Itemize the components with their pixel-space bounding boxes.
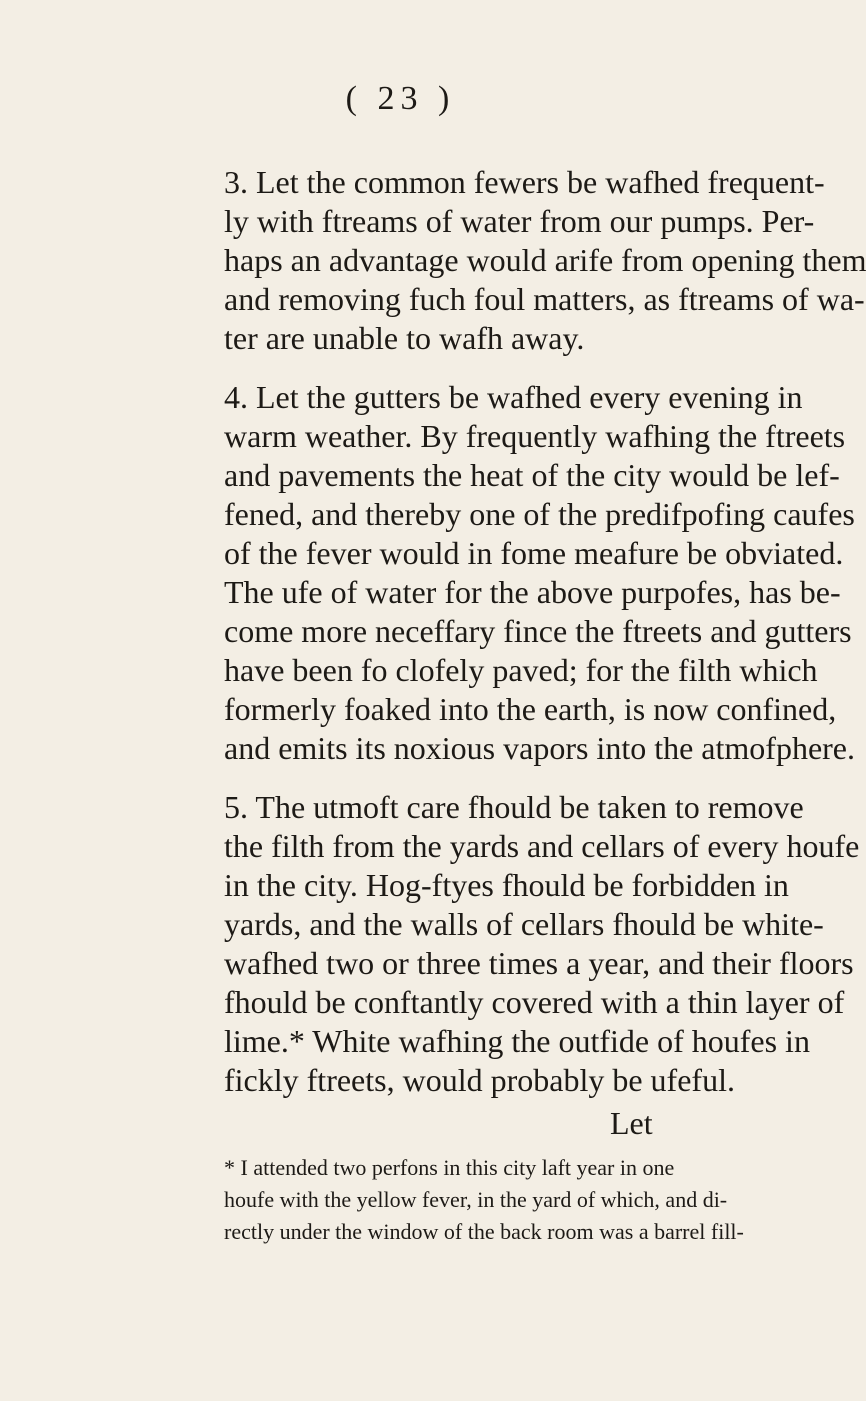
text-line: and pavements the heat of the city would be lef-	[224, 457, 840, 493]
text-line: 5. The utmoft care fhould be taken to remove	[224, 789, 804, 825]
text-line: warm weather. By frequently wafhing the ftreets	[224, 418, 846, 454]
text-line: lime.* White wafhing the outfide of houfes in	[224, 1023, 810, 1059]
text-line: of the fever would in fome meafure be obviated.	[224, 535, 844, 571]
text-line: ly with ftreams of water from our pumps. Per-	[224, 203, 815, 239]
footnote-line: houfe with the yellow fever, in the yard of which, and di-	[224, 1187, 728, 1212]
catchword: Let	[610, 1105, 653, 1141]
text-line: fened, and thereby one of the predifpofing caufes	[224, 496, 855, 532]
text-line: haps an advantage would arife from opening them	[224, 242, 866, 278]
text-line: and removing fuch foul matters, as ftreams of wa-	[224, 281, 865, 317]
text-line: come more neceffary fince the ftreets and gutters	[224, 613, 852, 649]
text-line: The ufe of water for the above purpofes, has be-	[224, 574, 841, 610]
text-line: formerly foaked into the earth, is now confined,	[224, 691, 837, 727]
text-line: fickly ftreets, would probably be ufeful.	[224, 1062, 735, 1098]
text-line: 3. Let the common fewers be wafhed frequent-	[224, 164, 825, 200]
footnote-line: rectly under the window of the back room was a barrel fill-	[224, 1219, 744, 1244]
text-line: ter are unable to wafh away.	[224, 320, 585, 356]
text-line: have been fo clofely paved; for the filth which	[224, 652, 818, 688]
page-number: ( 23 )	[345, 80, 456, 117]
text-line: 4. Let the gutters be wafhed every evening in	[224, 379, 803, 415]
text-line: the filth from the yards and cellars of every houfe	[224, 828, 860, 864]
text-line: fhould be conftantly covered with a thin layer of	[224, 984, 845, 1020]
text-line: and emits its noxious vapors into the atmofphere.	[224, 730, 855, 766]
text-line: yards, and the walls of cellars fhould be white-	[224, 906, 824, 942]
footnote-line: * I attended two perfons in this city laft year in one	[224, 1155, 675, 1180]
text-line: in the city. Hog-ftyes fhould be forbidden in	[224, 867, 789, 903]
text-line: wafhed two or three times a year, and their floors	[224, 945, 854, 981]
